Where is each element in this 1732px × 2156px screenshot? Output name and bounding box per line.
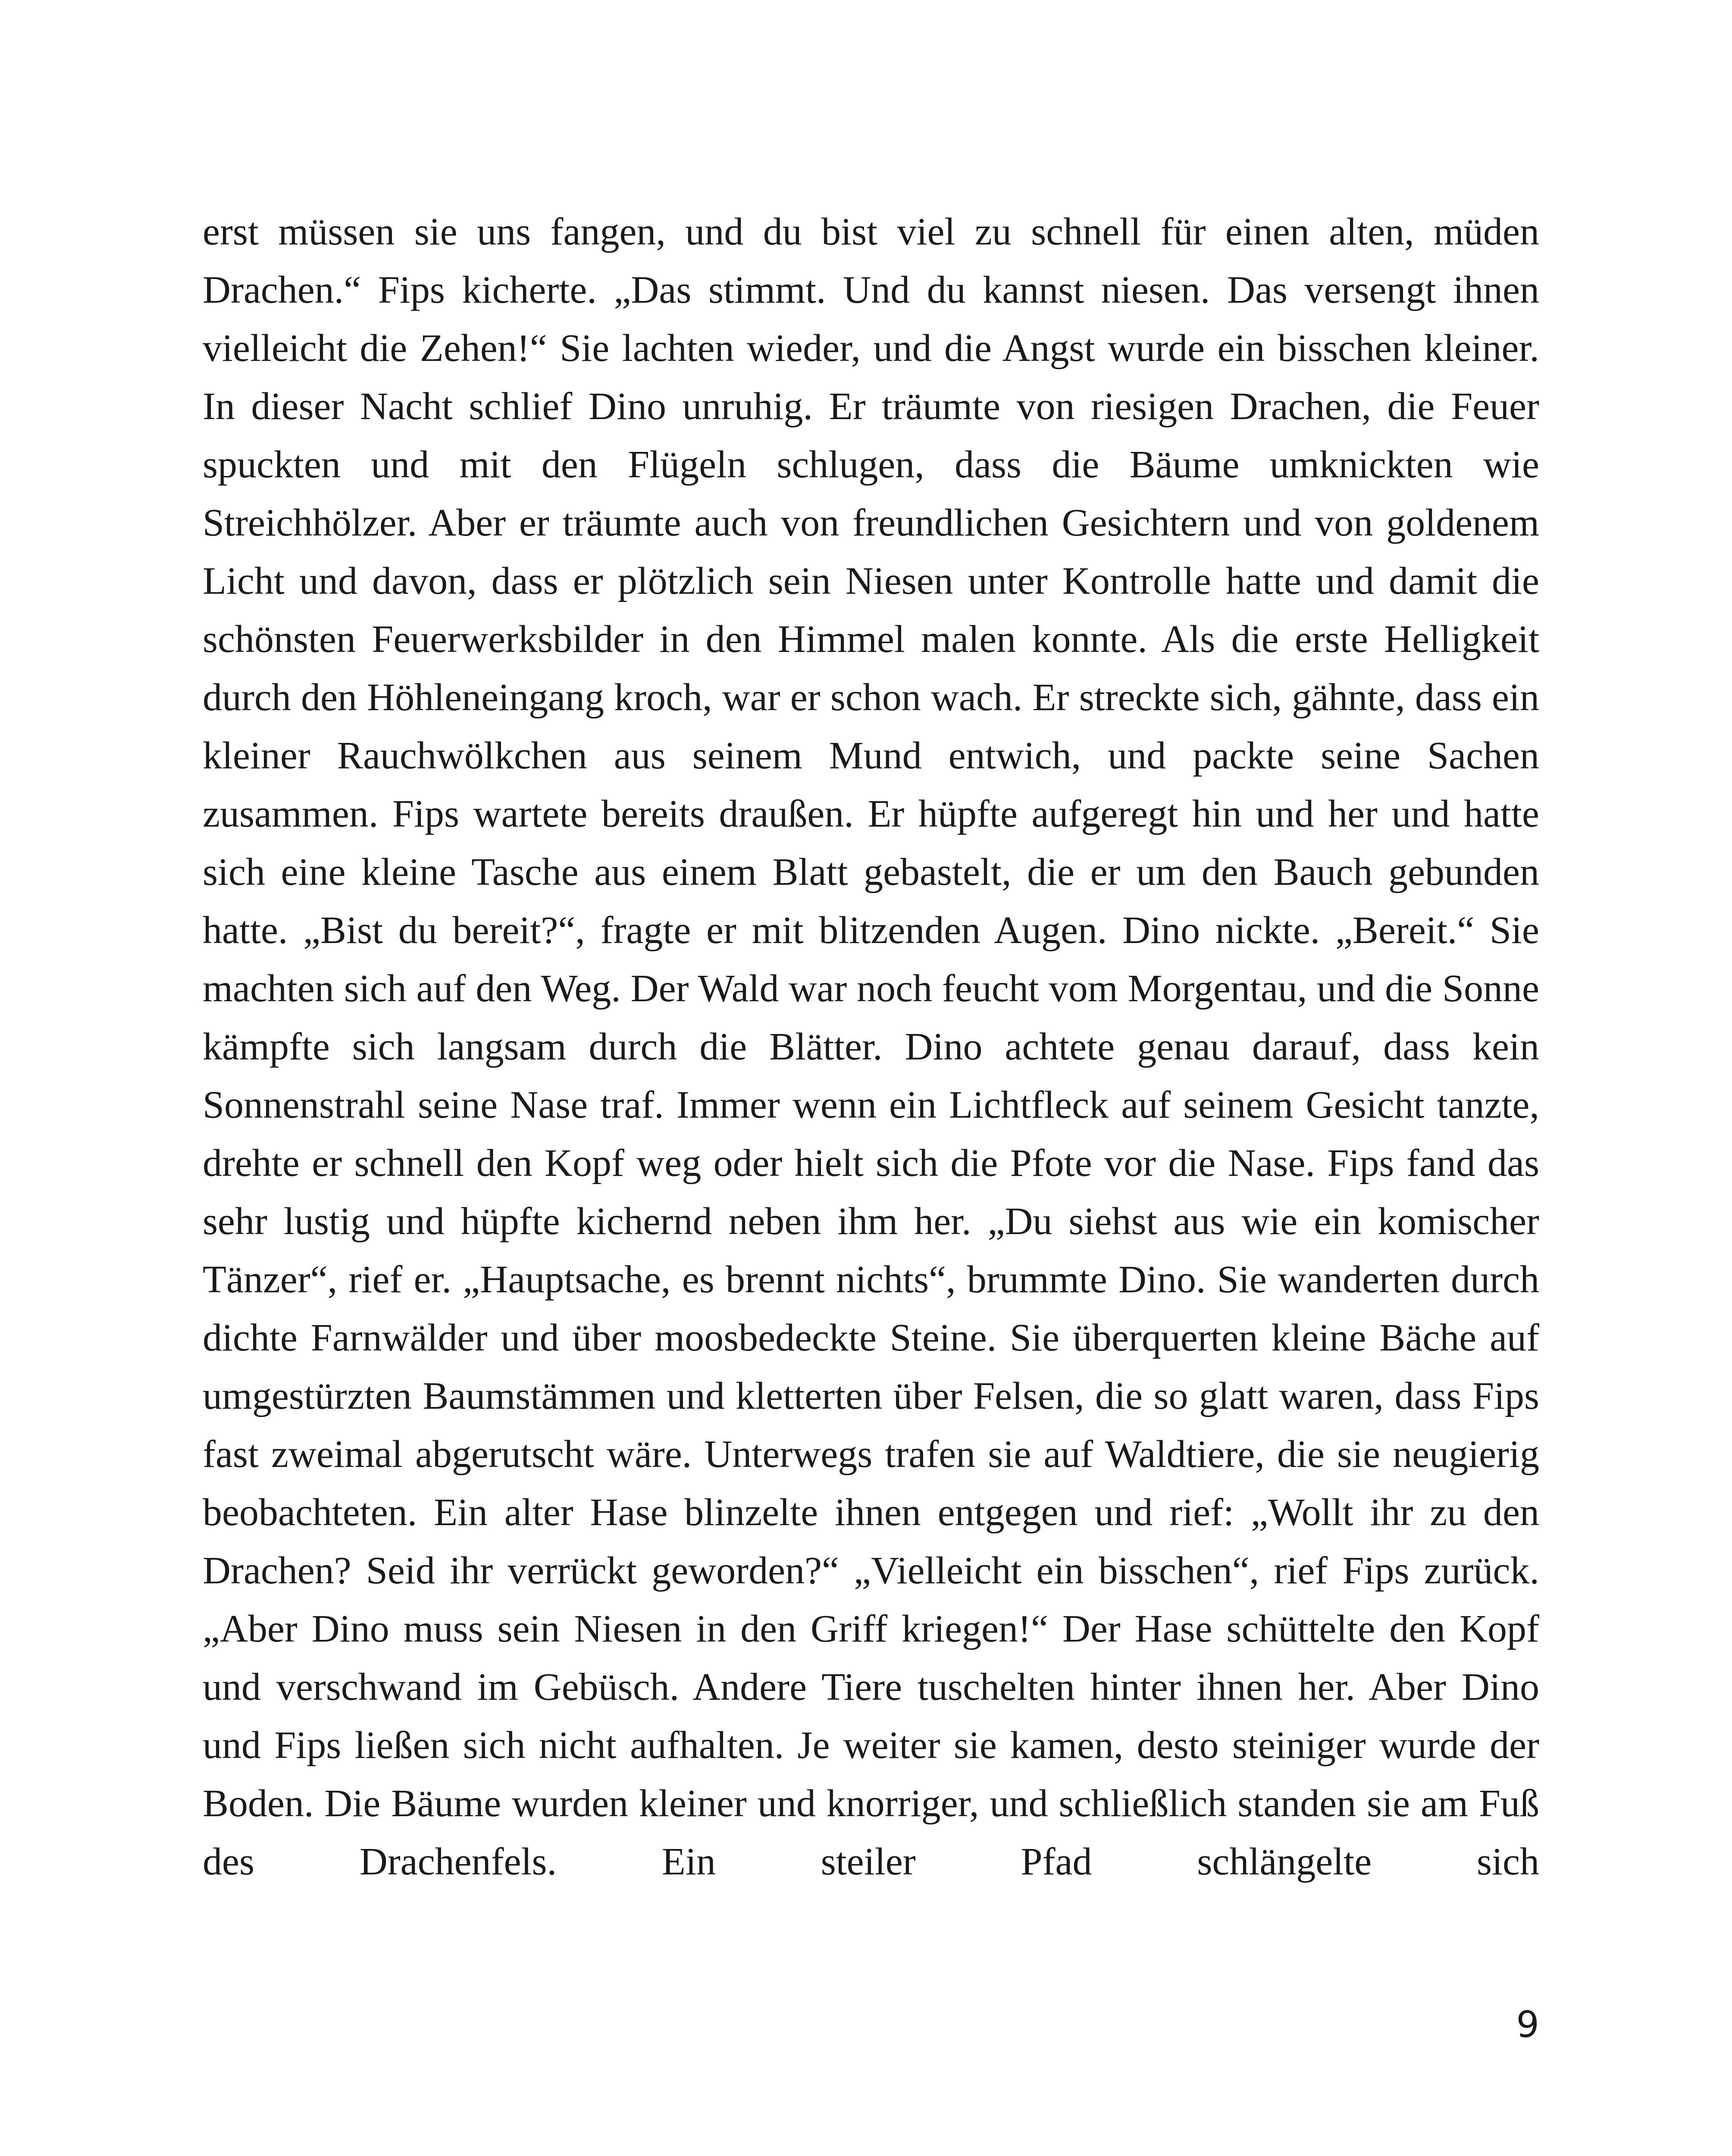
body-paragraph: erst müssen sie uns fangen, und du bist viel zu schnell für einen alten, müden Drachen.“ Fips kicherte. „Das stimmt. Und du kannst niesen. Das versengt ihnen vielleicht die Zehen!“ Sie lachten wieder, und die Angst wurde ein bisschen kleiner. In dieser Nacht schlief Dino unruhig. Er träumte von riesigen Drachen, die Feuer spuckten und mit den Flügeln schlugen, dass die Bäume umknickten wie Streichhölzer. Aber er träumte auch von freundlichen Gesichtern und von goldenem Licht und davon, dass er plötzlich sein Niesen unter Kontrolle hatte und damit die schönsten Feuerwerksbilder in den Himmel malen konnte. Als die erste Helligkeit durch den Höhleneingang kroch, war er schon wach. Er streckte sich, gähnte, dass ein kleiner Rauchwölkchen aus seinem Mund entwich, und packte seine Sachen zusammen. Fips wartete bereits draußen. Er hüpfte aufgeregt hin und her und hatte sich eine kleine Tasche aus einem Blatt gebastelt, die er um den Bauch gebunden hatte. „Bist du bereit?“, fragte er mit blitzenden Augen. Dino nickte. „Bereit.“ Sie machten sich auf den Weg. Der Wald war noch feucht vom Morgentau, und die Sonne kämpfte sich langsam durch die Blätter. Dino achtete genau darauf, dass kein Sonnenstrahl seine Nase traf. Immer wenn ein Lichtfleck auf seinem Gesicht tanzte, drehte er schnell den Kopf weg oder hielt sich die Pfote vor die Nase. Fips fand das sehr lustig und hüpfte kichernd neben ihm her. „Du siehst aus wie ein komischer Tänzer“, rief er. „Hauptsache, es brennt nichts“, brummte Dino. Sie wanderten durch dichte Farnwälder und über moosbedeckte Steine. Sie überquerten kleine Bäche auf umgestürzten Baumstämmen und kletterten über Felsen, die so glatt waren, dass Fips fast zweimal abgerutscht wäre. Unterwegs trafen sie auf Waldtiere, die sie neugierig beobachteten. Ein alter Hase blinzelte ihnen entgegen und rief: „Wollt ihr zu den Drachen? Seid ihr verrückt geworden?“ „Vielleicht ein bisschen“, rief Fips zurück. „Aber Dino muss sein Niesen in den Griff kriegen!“ Der Hase schüttelte den Kopf und verschwand im Gebüsch. Andere Tiere tuschelten hinter ihnen her. Aber Dino und Fips ließen sich nicht aufhalten. Je weiter sie kamen, desto steiniger wurde der Boden. Die Bäume wurden kleiner und knorriger, und schließlich standen sie am Fuß des Drachenfels. Ein steiler Pfad schlängelte sich <box>203 210 1539 1883</box>
page-number: 9 <box>1516 2003 1539 2046</box>
